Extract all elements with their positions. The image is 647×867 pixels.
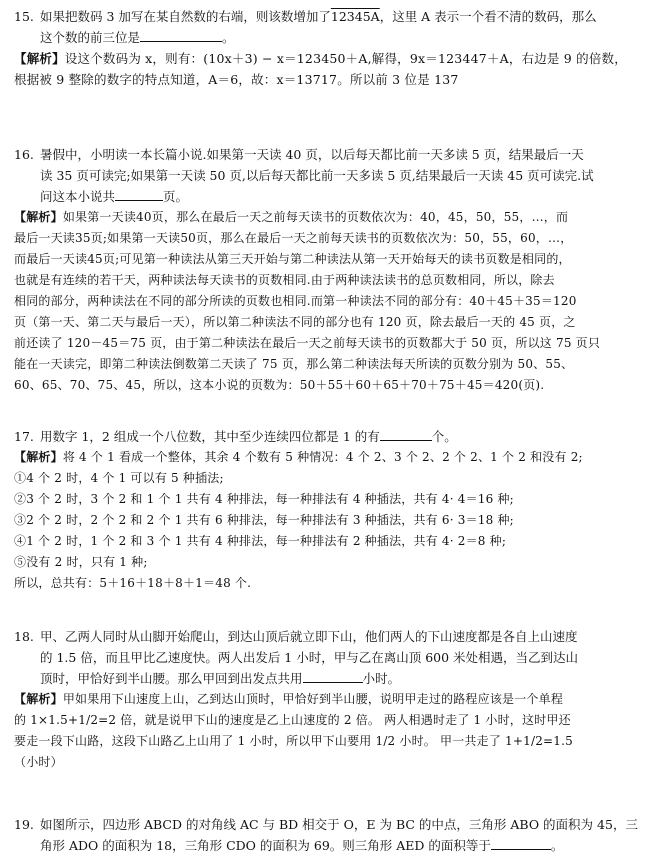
question-16-stem <box>14 144 636 207</box>
stem-text: 顶时，甲恰好到半山腰。那么甲回到出发点共用 <box>40 671 303 686</box>
solution-text: ④1 个 2 时，1 个 2 和 3 个 1 共有 4 种排法，每一种排法有 2 种插法，共有 4· 2＝8 种; <box>14 534 507 548</box>
question-18-stem <box>14 626 636 689</box>
question-18 <box>14 626 636 773</box>
stem-text: 的 1.5 倍，而且甲比乙速度快。两人出发后 1 小时，甲与乙在离山顶 600 米处相遇，当乙到达山 <box>40 650 579 665</box>
question-number: 15. <box>14 9 34 24</box>
solution-text: 最后一天读35页;如果第一天读50页，那么在最后一天之前每天读书的页数依次为：50，55，60，…， <box>14 231 573 245</box>
question-number: 18. <box>14 629 34 644</box>
question-19 <box>14 814 636 856</box>
solution-text: 设这个数码为 x，则有：(10x＋3) − x＝123450＋A,解得，9x＝123447＋A，右边是 9 的倍数， <box>64 51 627 66</box>
solution-text: ②3 个 2 时，3 个 2 和 1 个 1 共有 4 种排法，每一种排法有 4 种插法，共有 4· 4＝16 种; <box>14 492 514 506</box>
solution-text: 要走一段下山路，这段下山路乙上山用了 1 小时，所以甲下山要用 1/2 小时。 甲一共走了 1+1/2=1.5 <box>14 734 573 748</box>
question-17 <box>14 426 636 594</box>
stem-text: 暑假中，小明读一本长篇小说.如果第一天读 40 页，以后每天都比前一天多读 5 页，结果最后一天 <box>40 147 584 162</box>
solution-18 <box>14 689 636 773</box>
overlined-number: 12345A <box>330 9 380 24</box>
answer-blank <box>303 668 363 683</box>
solution-text: 将 4 个 1 看成一个整体，其余 4 个数有 5 种情况：4 个 2、3 个 2、2 个 2、1 个 2 和没有 2; <box>62 450 583 464</box>
stem-text: 小时。 <box>362 671 401 686</box>
question-15-stem <box>14 6 636 48</box>
stem-text: 这个数的前三位是 <box>40 30 141 45</box>
solution-text: 甲如果用下山速度上山，乙到达山顶时，甲恰好到半山腰，说明甲走过的路程应该是一个单程 <box>62 692 564 706</box>
solution-17 <box>14 447 636 594</box>
stem-text: 。 <box>550 838 564 853</box>
solution-text: 前还读了 120－45＝75 页，由于第二种读法在最后一天之前每天读书的页数都大于 50 页，所以这 75 页只 <box>14 336 601 350</box>
solution-tag: 【解析】 <box>14 210 63 224</box>
question-16 <box>14 144 636 396</box>
stem-text: 甲、乙两人同时从山脚开始爬山，到达山顶后就立即下山，他们两人的下山速度都是各自上山速度 <box>40 629 578 644</box>
stem-text: 。 <box>222 30 235 45</box>
stem-text: 问这本小说共 <box>40 189 116 204</box>
solution-16 <box>14 207 636 396</box>
solution-text: 根据被 9 整除的数字的特点知道，A＝6，故：x＝13717。所以前 3 位是 137 <box>14 72 459 87</box>
question-number: 16. <box>14 147 34 162</box>
solution-text: 也就是有连续的若干天，两种读法每天读书的页数相同.由于两种读法读书的总页数相同，所以，除去 <box>14 273 555 287</box>
solution-text: 如果第一天读40页，那么在最后一天之前每天读书的页数依次为：40，45，50，55，…，而 <box>62 210 569 224</box>
question-17-stem <box>14 426 636 447</box>
answer-blank <box>380 426 432 441</box>
solution-text: 的 1×1.5+1/2=2 倍，就是说甲下山的速度是乙上山速度的 2 倍。 两人相遇时走了 1 小时，这时甲还 <box>14 713 571 727</box>
question-number: 17. <box>14 429 34 444</box>
stem-text: 角形 ADO 的面积为 18，三角形 CDO 的面积为 69。则三角形 AED 的面积等于 <box>40 838 491 853</box>
question-19-stem <box>14 814 636 856</box>
solution-text: ①4 个 2 时，4 个 1 可以有 5 种插法; <box>14 471 224 485</box>
solution-text: 能在一天读完，即第二种读法倒数第二天读了 75 页，那么第二种读法每天所读的页数分别为 50、55、 <box>14 357 574 371</box>
solution-text: 相同的部分，两种读法在不同的部分所读的页数也相同.而第一种读法不同的部分有：40＋45＋35＝120 <box>14 294 577 308</box>
answer-blank <box>140 27 222 42</box>
answer-blank <box>491 835 551 850</box>
stem-text: 用数字 1，2 组成一个八位数，其中至少连续四位都是 1 的有 <box>40 429 380 444</box>
stem-text: 如果把数码 3 加写在某自然数的右端，则该数增加了 <box>40 9 331 24</box>
stem-text: 页。 <box>163 189 189 204</box>
solution-15 <box>14 48 636 90</box>
solution-text: （小时） <box>14 755 63 769</box>
question-number: 19. <box>14 817 34 832</box>
solution-text: ⑤没有 2 时，只有 1 种; <box>14 555 148 569</box>
solution-text: 而最后一天读45页;可见第一种读法从第三天开始与第二种读法从第一天开始每天的读书页数是相同的， <box>14 252 571 266</box>
solution-tag: 【解析】 <box>14 450 63 464</box>
solution-tag: 【解析】 <box>14 692 63 706</box>
question-15 <box>14 6 636 90</box>
stem-text: 如图所示，四边形 ABCD 的对角线 AC 与 BD 相交于 O，E 为 BC 的中点，三角形 ABO 的面积为 45，三 <box>40 817 638 832</box>
stem-text: 个。 <box>431 429 457 444</box>
solution-text: 页（第一天、第二天与最后一天），所以第二种读法不同的部分也有 120 页，除去最后一天的 45 页，之 <box>14 315 576 329</box>
stem-text: 读 35 页可读完;如果第一天读 50 页,以后每天都比前一天多读 5 页,结果最后一天读 45 页可读完.试 <box>40 168 594 183</box>
solution-text: 60、65、70、75、45，所以，这本小说的页数为：50＋55＋60＋65＋70＋75＋45＝420(页). <box>14 378 545 392</box>
solution-text: 所以，总共有：5＋16＋18＋8＋1＝48 个. <box>14 576 252 590</box>
solution-tag: 【解析】 <box>14 51 65 66</box>
solution-text: ③2 个 2 时，2 个 2 和 2 个 1 共有 6 种排法，每一种排法有 3 种插法，共有 6· 3＝18 种; <box>14 513 514 527</box>
answer-blank <box>115 186 163 201</box>
stem-text: ，这里 A 表示一个看不清的数码，那么 <box>379 9 597 24</box>
